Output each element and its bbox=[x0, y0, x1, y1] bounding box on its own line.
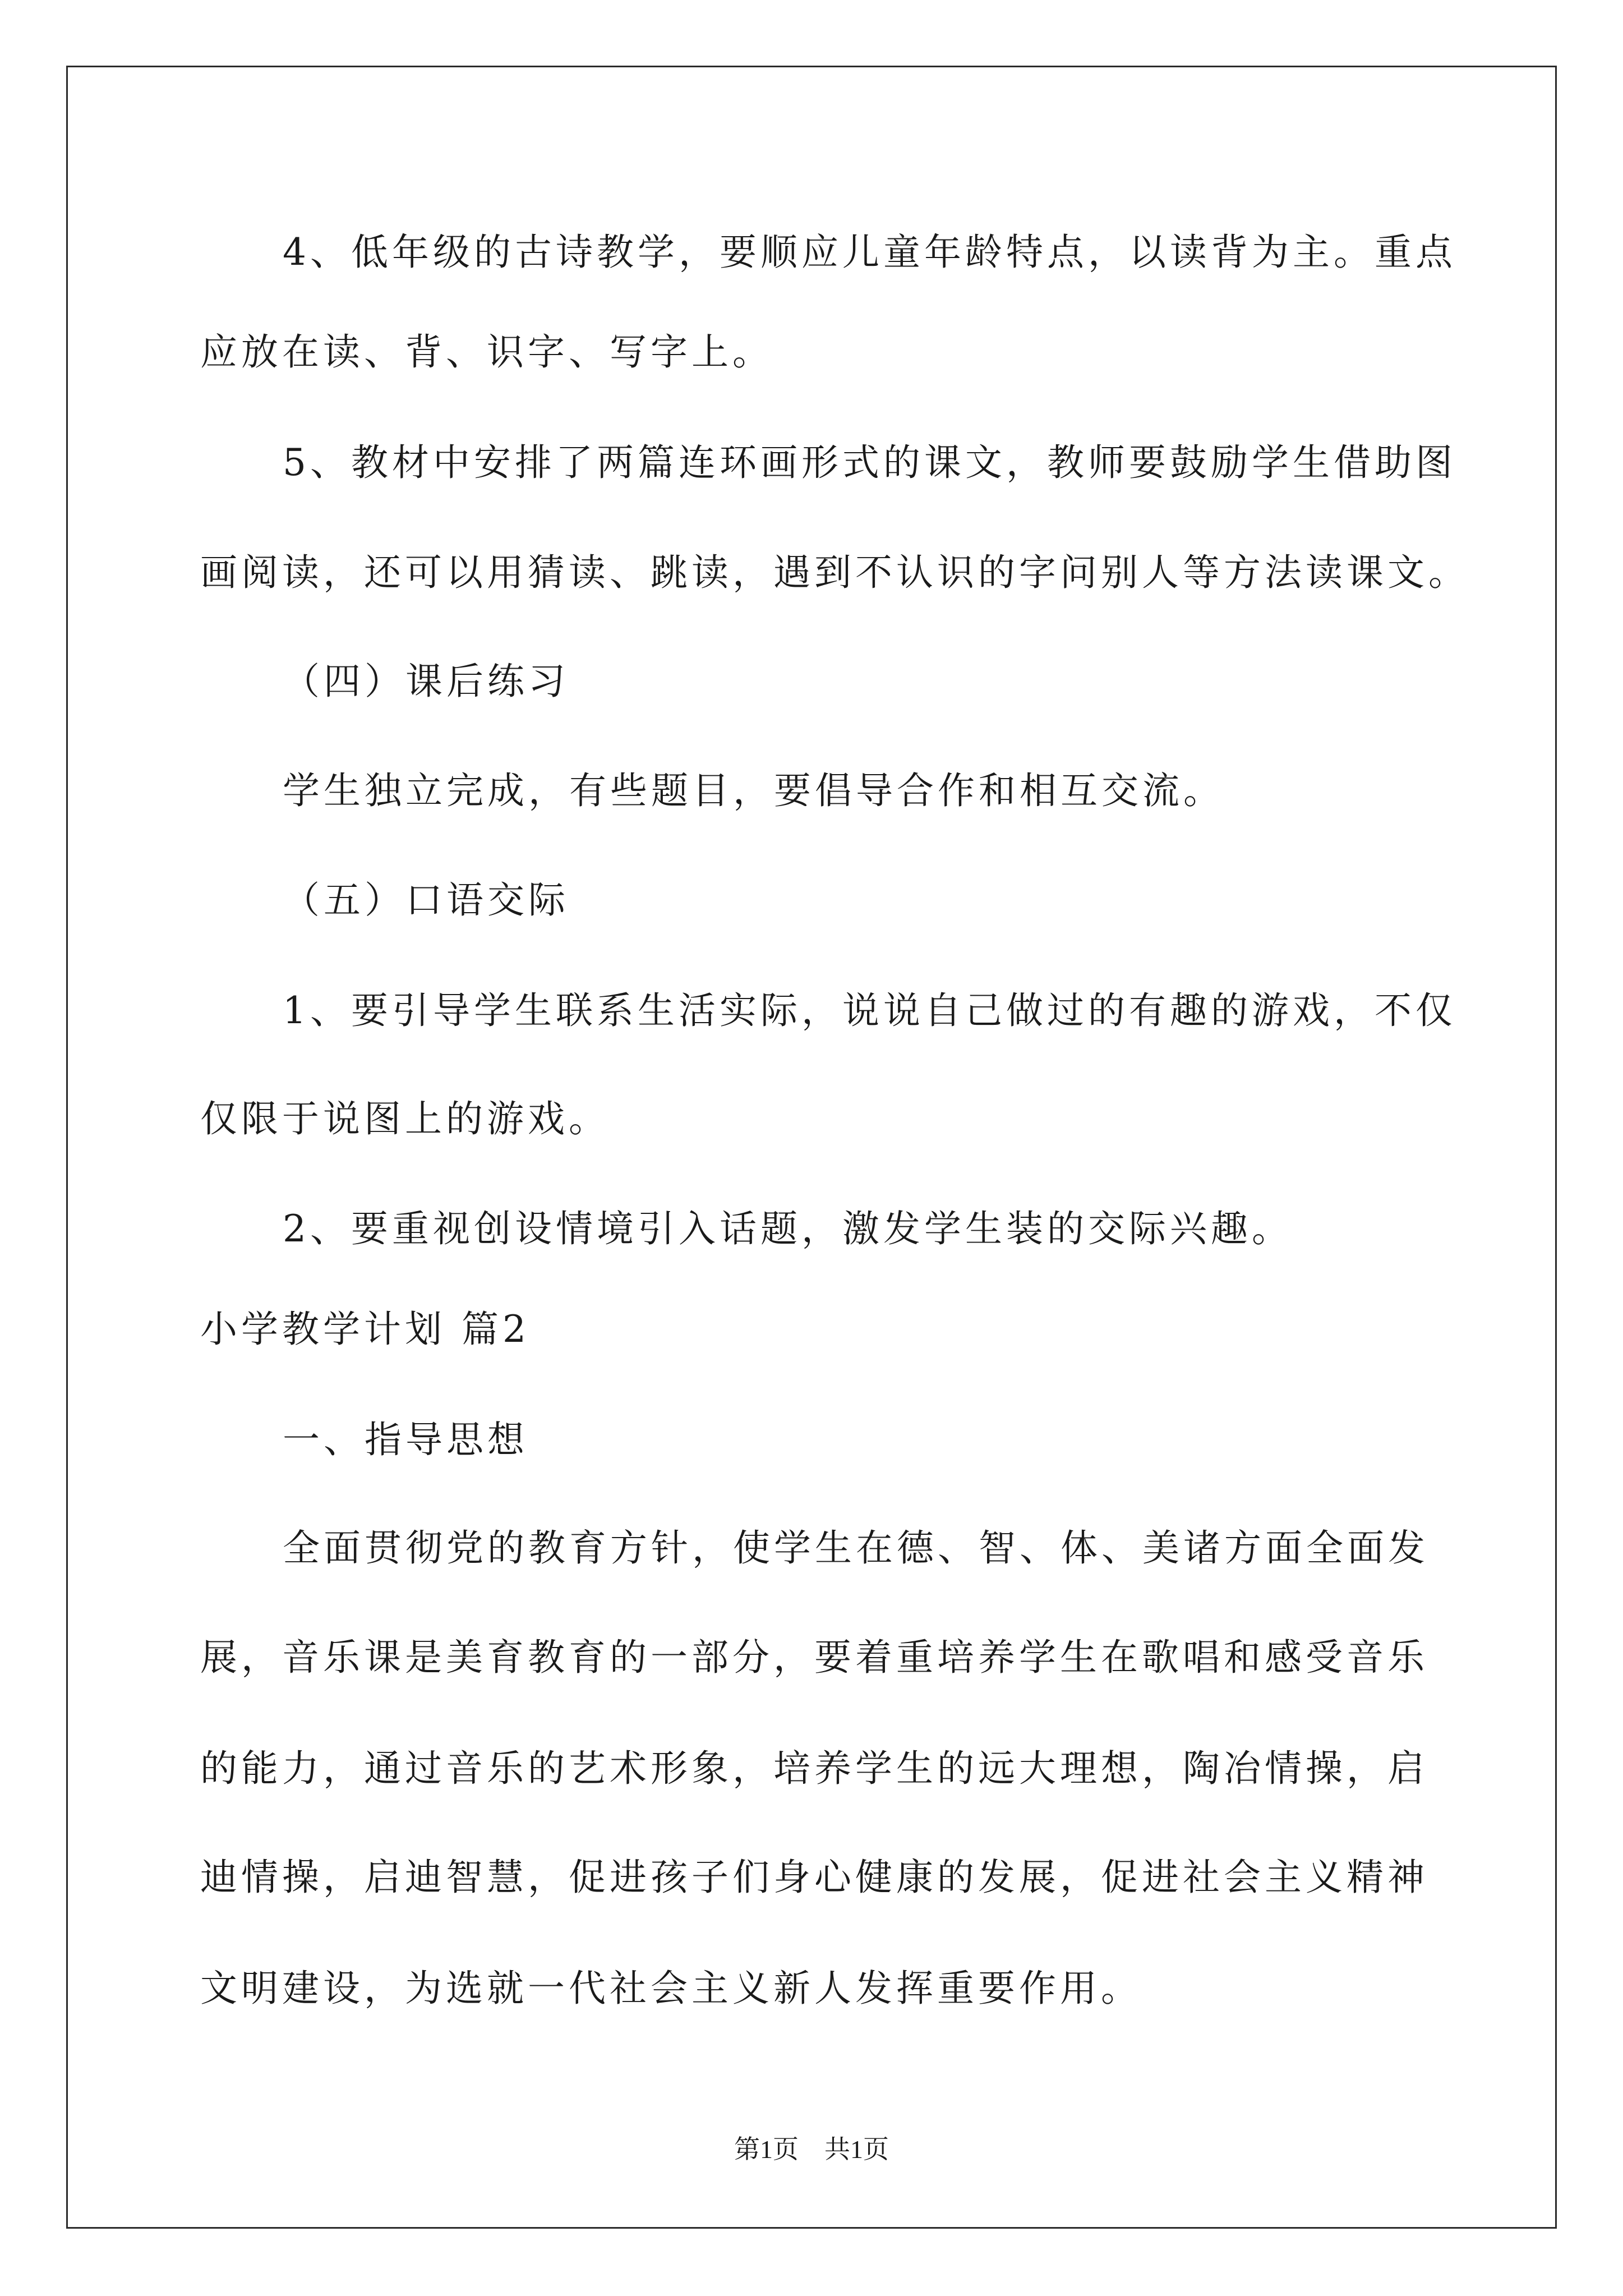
paragraph-line: 画阅读，还可以用猜读、跳读，遇到不认识的字问别人等方法读课文。 bbox=[200, 551, 1469, 594]
paragraph-line: 仅限于说图上的游戏。 bbox=[200, 1097, 610, 1140]
paragraph-line: 文明建设，为选就一代社会主义新人发挥重要作用。 bbox=[200, 1967, 1142, 2010]
section-heading: （四）课后练习 bbox=[283, 660, 569, 703]
paragraph-line: 2、要重视创设情境引入话题，激发学生装的交际兴趣。 bbox=[283, 1207, 1293, 1250]
paragraph-line: 全面贯彻党的教育方针，使学生在德、智、体、美诸方面全面发 bbox=[283, 1526, 1429, 1570]
page-border bbox=[66, 66, 1557, 2229]
paragraph-line: 1、要引导学生联系生活实际，说说自己做过的有趣的游戏，不仅 bbox=[283, 989, 1456, 1032]
page-footer: 第1页 共1页 bbox=[734, 2135, 889, 2164]
paragraph-line: 展，音乐课是美育教育的一部分，要着重培养学生在歌唱和感受音乐 bbox=[200, 1636, 1428, 1679]
paragraph-line: 应放在读、背、识字、写字上。 bbox=[200, 330, 773, 374]
paragraph-line: 4、低年级的古诗教学，要顺应儿童年龄特点，以读背为主。重点 bbox=[283, 231, 1456, 274]
section-heading: 一、指导思想 bbox=[283, 1418, 528, 1461]
paragraph-line: 的能力，通过音乐的艺术形象，培养学生的远大理想，陶冶情操，启 bbox=[200, 1747, 1428, 1790]
document-title: 小学教学计划 篇2 bbox=[200, 1308, 530, 1351]
section-heading: （五）口语交际 bbox=[283, 878, 569, 922]
paragraph-line: 5、教材中安排了两篇连环画形式的课文，教师要鼓励学生借助图 bbox=[283, 441, 1456, 484]
paragraph-line: 迪情操，启迪智慧，促进孩子们身心健康的发展，促进社会主义精神 bbox=[200, 1856, 1428, 1899]
paragraph-line: 学生独立完成，有些题目，要倡导合作和相互交流。 bbox=[283, 769, 1224, 812]
